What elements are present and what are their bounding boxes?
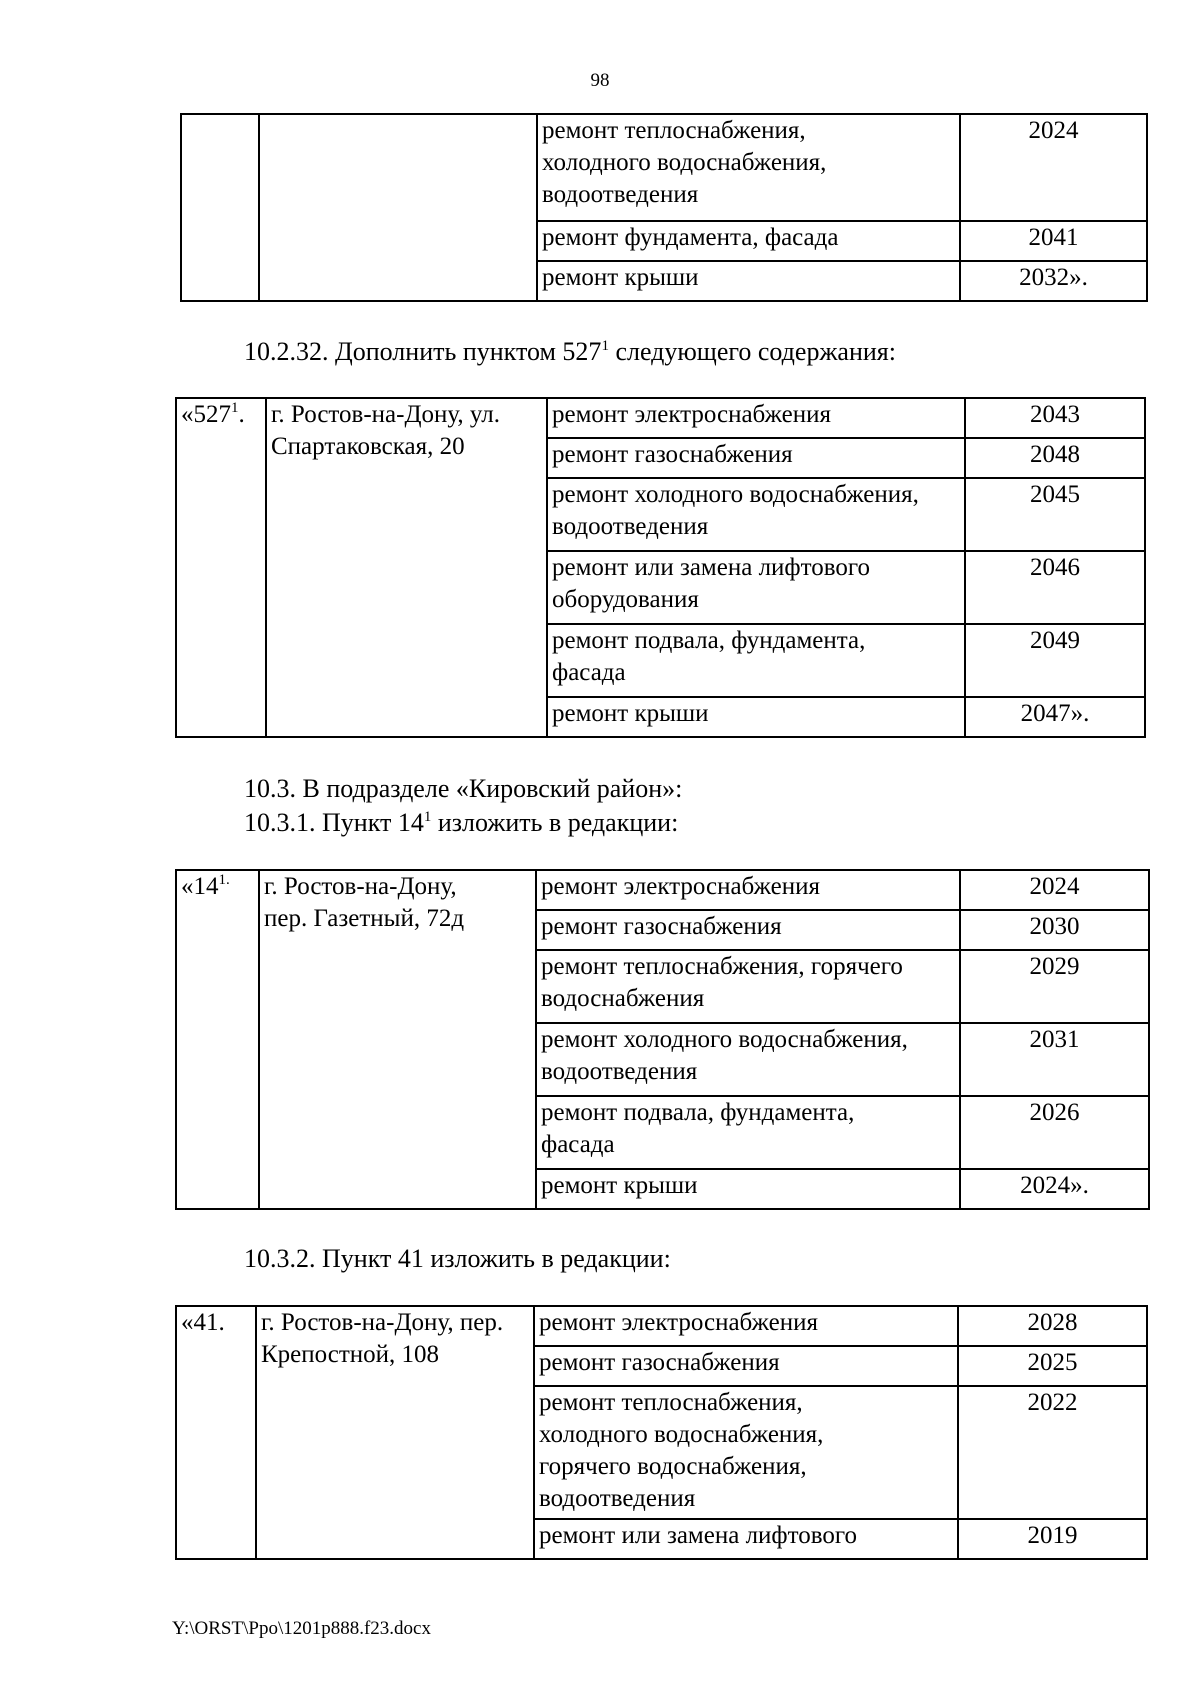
work-cell: ремонт холодного водоснабжения, водоотведения <box>547 478 965 551</box>
year-cell: 2046 <box>965 551 1145 624</box>
year-cell: 2025 <box>958 1346 1147 1386</box>
work-cell: ремонт газоснабжения <box>547 438 965 478</box>
year-cell: 2041 <box>960 221 1147 261</box>
work-cell: ремонт крыши <box>536 1169 960 1209</box>
year-cell: 2024 <box>960 870 1149 910</box>
continuation-table <box>180 113 1148 302</box>
year-cell: 2045 <box>965 478 1145 551</box>
work-cell: ремонт фундамента, фасада <box>537 221 960 261</box>
work-cell: ремонт газоснабжения <box>536 910 960 950</box>
year-cell: 2047». <box>965 697 1145 737</box>
number-cell <box>181 114 259 301</box>
work-cell: ремонт холодного водоснабжения, водоотведения <box>536 1023 960 1096</box>
work-cell: ремонт подвала, фундамента, фасада <box>536 1096 960 1169</box>
year-cell: 2029 <box>960 950 1149 1023</box>
year-cell: 2032». <box>960 261 1147 301</box>
year-cell: 2024». <box>960 1169 1149 1209</box>
work-cell: ремонт крыши <box>537 261 960 301</box>
work-cell: ремонт теплоснабжения, холодного водоснабжения, горячего водоснабжения, водоотведения <box>534 1386 958 1519</box>
year-cell: 2031 <box>960 1023 1149 1096</box>
year-cell: 2024 <box>960 114 1147 221</box>
year-cell: 2048 <box>965 438 1145 478</box>
year-cell: 2019 <box>958 1519 1147 1559</box>
paragraph-10-3-1: 10.3.1. Пункт $14^1$ изложить в редакции: <box>244 808 679 837</box>
work-cell: ремонт теплоснабжения, холодного водоснабжения, водоотведения <box>537 114 960 221</box>
paragraph-10-3-2: 10.3.2. Пункт 41 изложить в редакции: <box>244 1244 671 1273</box>
year-cell: 2028 <box>958 1306 1147 1346</box>
work-cell: ремонт электроснабжения <box>536 870 960 910</box>
year-cell: 2049 <box>965 624 1145 697</box>
item-14-1-table <box>175 869 1150 1210</box>
file-path-footer: Y:\ORST\Ppo\1201p888.f23.docx <box>172 1618 431 1639</box>
address-cell <box>259 114 537 301</box>
year-cell: 2026 <box>960 1096 1149 1169</box>
work-cell: ремонт газоснабжения <box>534 1346 958 1386</box>
item-number: «$14^{1.}$ <box>176 870 259 1209</box>
address-cell: г. Ростов-на-Дону, пер. Крепостной, 108 <box>256 1306 534 1559</box>
year-cell: 2043 <box>965 398 1145 438</box>
work-cell: ремонт теплоснабжения, горячего водоснабжения <box>536 950 960 1023</box>
paragraph-10-2-32: 10.2.32. Дополнить пунктом $527^1$ следующего содержания: <box>244 337 896 366</box>
item-41-table <box>175 1305 1148 1560</box>
year-cell: 2022 <box>958 1386 1147 1519</box>
address-cell: г. Ростов-на-Дону, ул. Спартаковская, 20 <box>266 398 547 737</box>
item-527-1-table <box>175 397 1146 738</box>
work-cell: ремонт крыши <box>547 697 965 737</box>
work-cell: ремонт или замена лифтового <box>534 1519 958 1559</box>
paragraph-10-3: 10.3. В подразделе «Кировский район»: <box>244 774 683 803</box>
address-cell: г. Ростов-на-Дону, пер. Газетный, 72д <box>259 870 536 1209</box>
work-cell: ремонт подвала, фундамента, фасада <box>547 624 965 697</box>
work-cell: ремонт электроснабжения <box>534 1306 958 1346</box>
item-number: «$527^1$. <box>176 398 266 737</box>
item-number: «41. <box>176 1306 256 1559</box>
work-cell: ремонт электроснабжения <box>547 398 965 438</box>
year-cell: 2030 <box>960 910 1149 950</box>
work-cell: ремонт или замена лифтового оборудования <box>547 551 965 624</box>
page-number: 98 <box>590 70 610 91</box>
